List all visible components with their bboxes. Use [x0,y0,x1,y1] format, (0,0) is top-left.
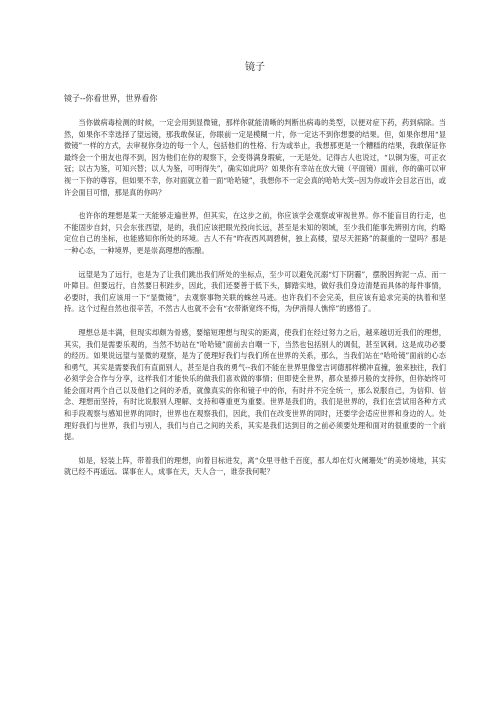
paragraph-5: 如是，轻装上阵，带着我们的理想，向着目标进发，离“众里寻他千百度，那人却在灯火阑珊处”的美妙境地，其实就已经不再遥远。谋事在人，成事在天，天人合一，谁奈我何呢？ [64,455,446,477]
paragraph-1: 当你做病毒检测的时候，一定会用到显微镜，那样你就能清晰的判断出病毒的类型，以便对症下药，药到病除。当然，如果你不幸选择了望远镜，那我敢保证，你眼前一定是模糊一片，你一定达不到你想要的结果。但，如果你想用“显微镜”一样的方式，去审视你身边的每一个人，包括他们的性格、行为或举止，我想那更是一个糟糕的结果，我敢保证你最终会一个朋友也得不到，因为他们在你的观察下，会变得满身瑕疵，一无是处。记得古人也说过，“以铜为鉴，可正衣冠；以古为鉴，可知兴替；以人为鉴，可明得失”，确实如此吗？如果你有幸站在放大镜（平面镜）面前，你的确可以审视一下你的尊容，但如果不幸，你对面就立着一面“哈哈镜”，我想你不一定会真的哈哈大笑--因为你或许会目忿百出，或许会面目可憎，那是真的你吗？ [64,118,446,197]
document-subtitle: 镜子--你看世界，世界看你 [64,94,158,103]
paragraph-3: 远望是为了远行，也是为了让我们跳出我们所处的坐标点，至少可以避免沉溺“灯下阴霾”，摆脱因拘泥一点、而一叶障目。但要远行，自然要日积跬步，因此，我们还要善于低下头，脚踏实地，做好我们身边清楚而具体的每件事情，必要时，我们应该用一下“显微镜”，去观察事物关联的蛛丝马迹。也许我们不会完美，但应该有追求完美的执着和坚持。这个过程自然也很辛苦，不然古人也就不会有“衣带渐宽终不悔，为伊消得人憔悴”的感悟了。 [64,269,446,314]
paragraph-4: 理想总是丰满，但现实却颇为骨感，要缩短理想与现实的距离，使我们在经过努力之后，越来越切近我们的理想，其实，我们是需要乐观的，当然不妨站在“哈哈镜”面前去自嘲一下，当然也包括别人的调侃，甚至讽刺。这是成功必要的经历。如果说远望与显微的观察，是为了使理好我们与我们所在世界的关系，那么，当我们站在“哈哈镜”面前的心态和勇气，其实是需要我们有直面别人，甚至是自我的勇气--我们不能在世界里像堂吉诃德那样横冲直撞，独来独往，我们必须学会合作与分享，这样我们才能快乐的做我们喜欢做的事情；但即使全世界，都众星捧月般的支持你，但你始终可能会面对两个自己以及他们之间的矛盾，就像真实的你和镜子中的你，有时并不完全统一，那么说服自己，为信仰、信念、理想而坚持，有时比说服别人理解、支持和尊重更为重要。世界是我们的，我们是世界的，我们在尝试用各种方式和手段观察与感知世界的同时，世界也在观察我们，因此，我们在改变世界的同时，还要学会适应世界和身边的人。处理好我们与世界，我们与别人，我们与自己之间的关系，其实是我们达到目的之前必须要处理和面对的很重要的一个前提。 [64,327,446,442]
document-title: 镜子 [245,62,265,73]
paragraph-2: 也许你的理想是某一天能够走遍世界，但其实，在这步之前，你应该学会观察或审视世界。你不能盲目的行走，也不能固步自封，只会东张西望，是的，我们应该把眼光投向长远，甚至是未知的领域，至少我们能事先辨别方向，约略定位自己的坐标，也能感知你所处的环境。古人不有“昨夜西风凋碧树，独上高楼，望尽天涯路”的凝重的一望吗？那是一种心态，一种境界，更是崇高理想的酝酿。 [64,211,446,255]
